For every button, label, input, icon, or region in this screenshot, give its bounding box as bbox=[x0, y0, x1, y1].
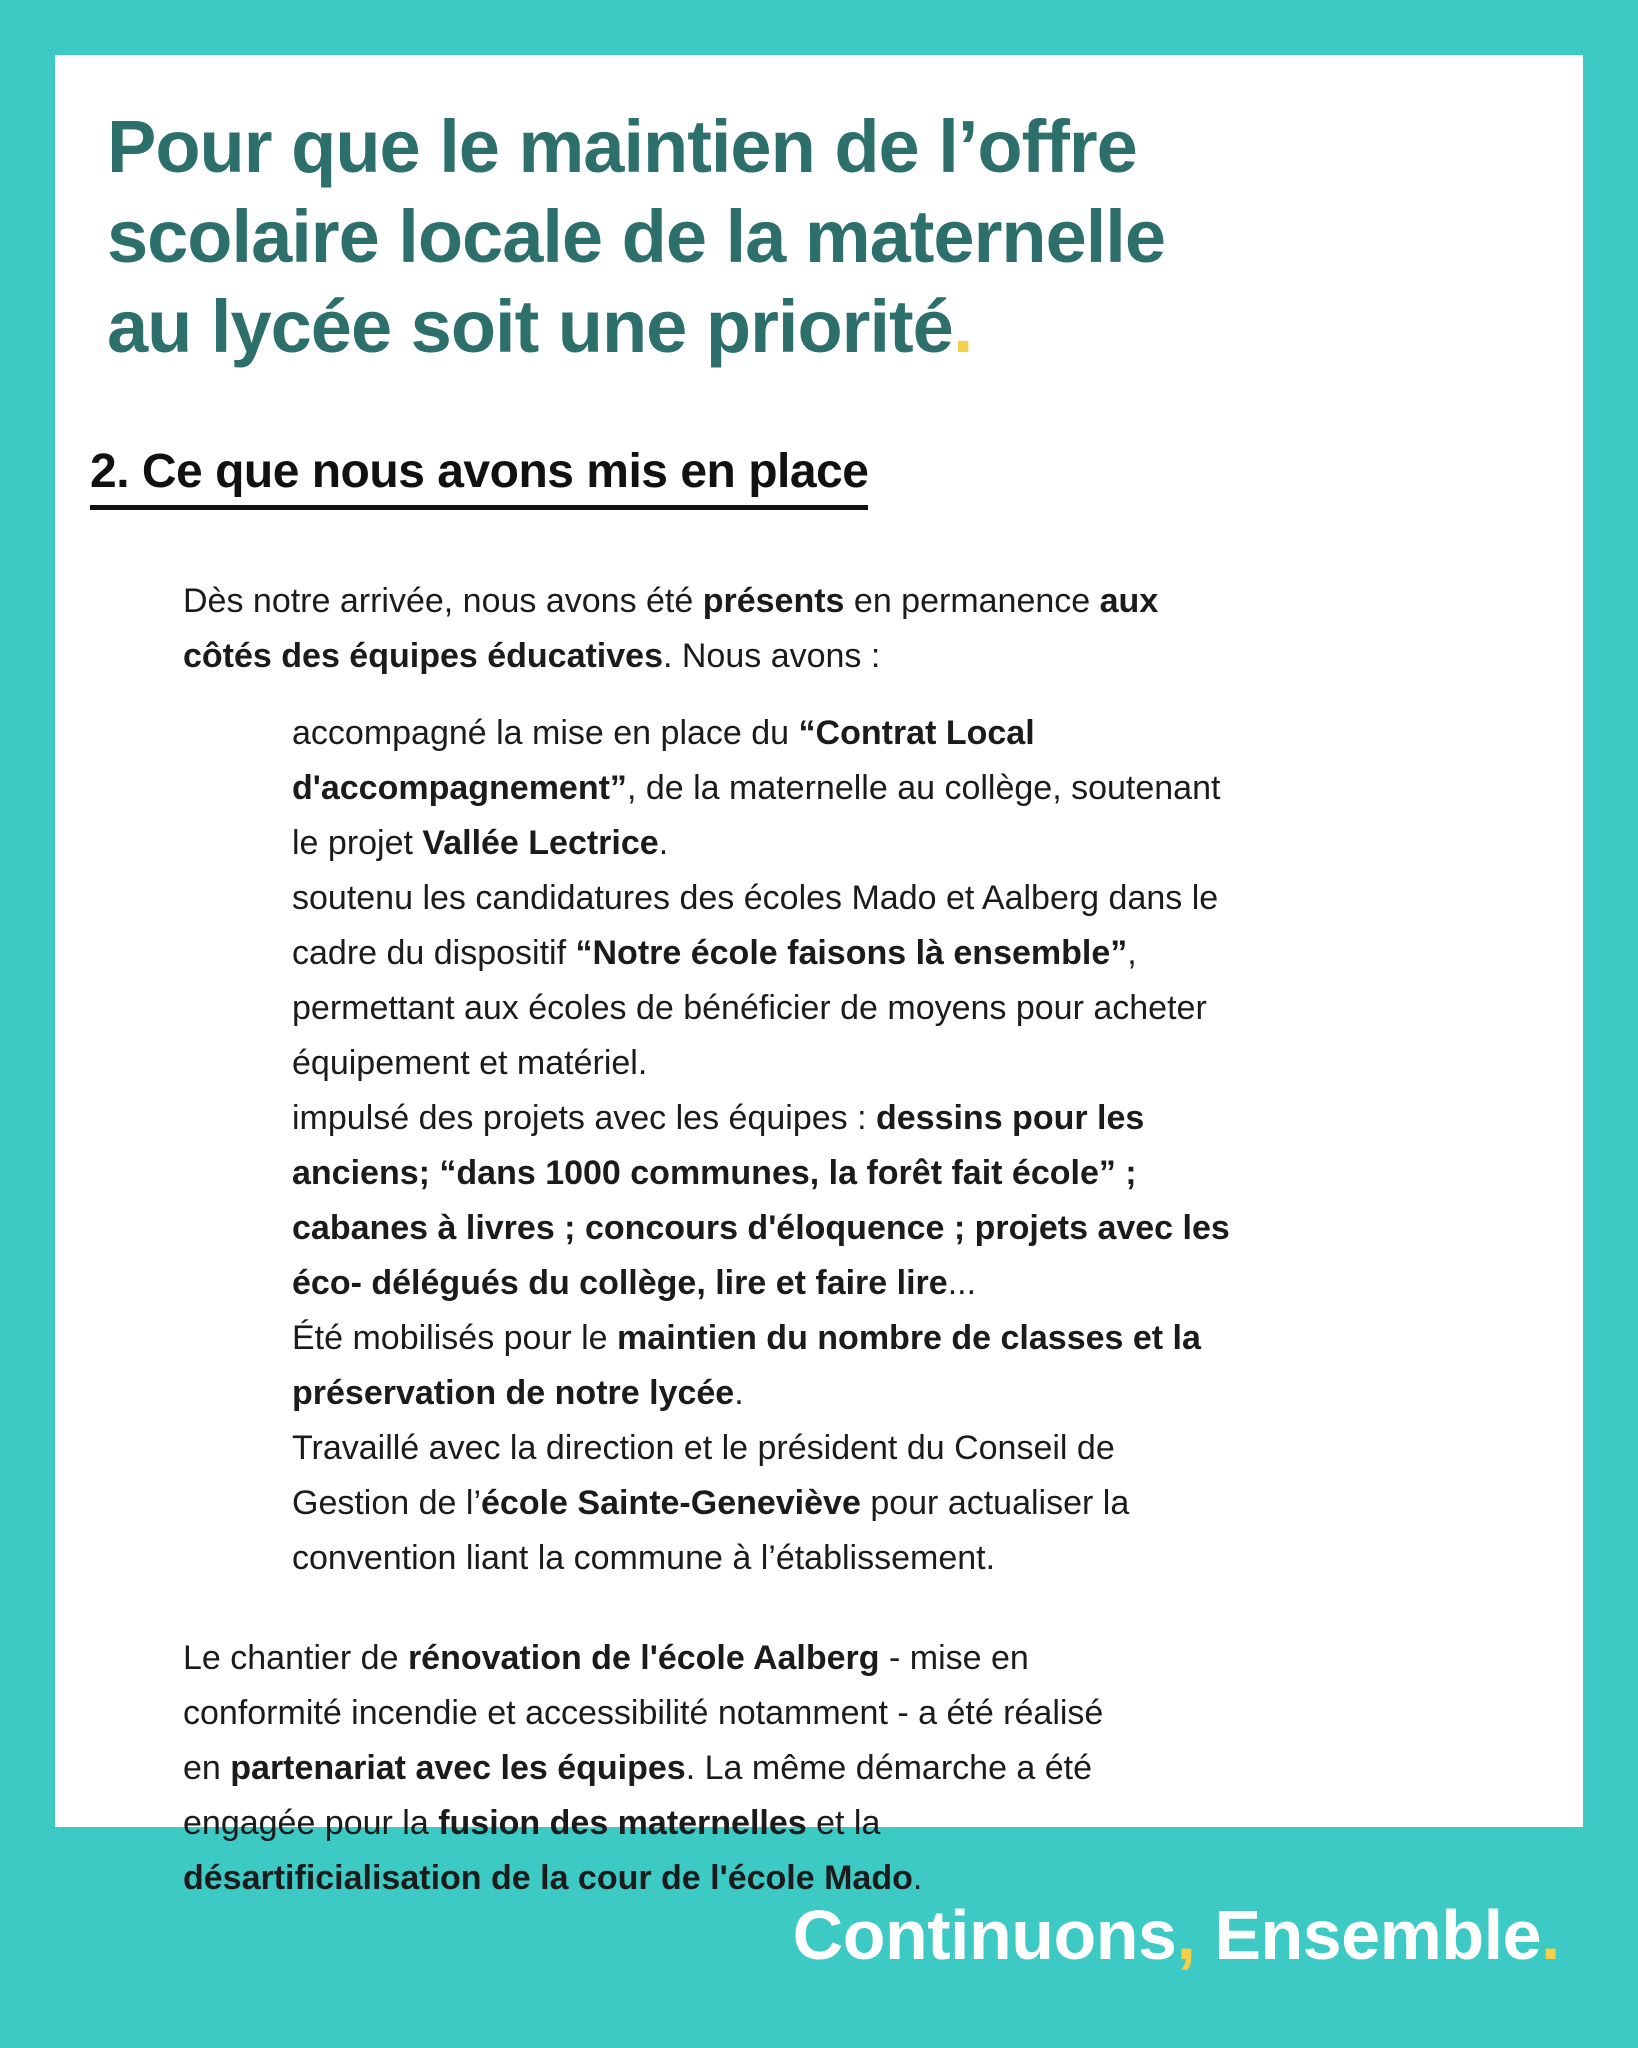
sub-item-text: accompagné la mise en place du “Contrat Local d'accompagnement”, de la maternelle au collège, soutenant le projet Vallée Lectrice. bbox=[292, 713, 1221, 862]
sub-list-item-sainte-genevieve bbox=[230, 1421, 1583, 1586]
sub-list-item-maintien-classes bbox=[230, 1311, 1583, 1421]
flyer-card bbox=[55, 55, 1583, 1897]
slogan-text: Continuons, Ensemble. bbox=[792, 1896, 1560, 1974]
closing-item-text: Le chantier de rénovation de l'école Aalberg - mise en conformité incendie et accessibilité notamment - a été réalisé en partenariat avec les équipes. La même démarche a été engagée pour la fusion des maternelles et la désartificialisation de la cour de l'école Mado. bbox=[183, 1638, 1104, 1897]
title-line-1: Pour que le maintien de l’offre bbox=[107, 105, 1137, 188]
achievements-list bbox=[90, 574, 1583, 1906]
section-heading-block bbox=[90, 404, 1583, 550]
closing-list-item bbox=[122, 1631, 1583, 1906]
section-heading: 2. Ce que nous avons mis en place bbox=[90, 444, 868, 510]
sub-item-text: soutenu les candidatures des écoles Mado et Aalberg dans le cadre du dispositif “Notre école faisons là ensemble”, permettant aux écoles de bénéficier de moyens pour acheter équipement et matériel. bbox=[292, 878, 1219, 1082]
title-line-3: au lycée soit une priorité. bbox=[107, 285, 973, 368]
footer-slogan bbox=[0, 1895, 1560, 1975]
card-content bbox=[55, 55, 1583, 1906]
sub-item-text: Travaillé avec la direction et le président du Conseil de Gestion de l’école Sainte-Geneviève pour actualiser la convention liant la commune à l’établissement. bbox=[292, 1428, 1130, 1577]
sub-list-item-projets bbox=[230, 1091, 1583, 1311]
sub-bullet-list bbox=[230, 706, 1583, 1586]
sub-list-item-candidatures bbox=[230, 871, 1583, 1091]
page-title bbox=[107, 55, 1583, 372]
intro-item-text: Dès notre arrivée, nous avons été présents en permanence aux côtés des équipes éducatives. Nous avons : bbox=[183, 581, 1159, 675]
title-line-2: scolaire locale de la maternelle bbox=[107, 195, 1166, 278]
sub-item-text: impulsé des projets avec les équipes : dessins pour les anciens; “dans 1000 communes, la forêt fait école” ; cabanes à livres ; concours d'éloquence ; projets avec les éco- délégués du collège, lire et faire lire... bbox=[292, 1098, 1230, 1302]
intro-list-item bbox=[122, 574, 1583, 684]
sub-list-item-contrat-local bbox=[230, 706, 1583, 871]
sub-item-text: Été mobilisés pour le maintien du nombre de classes et la préservation de notre lycée. bbox=[292, 1318, 1201, 1412]
